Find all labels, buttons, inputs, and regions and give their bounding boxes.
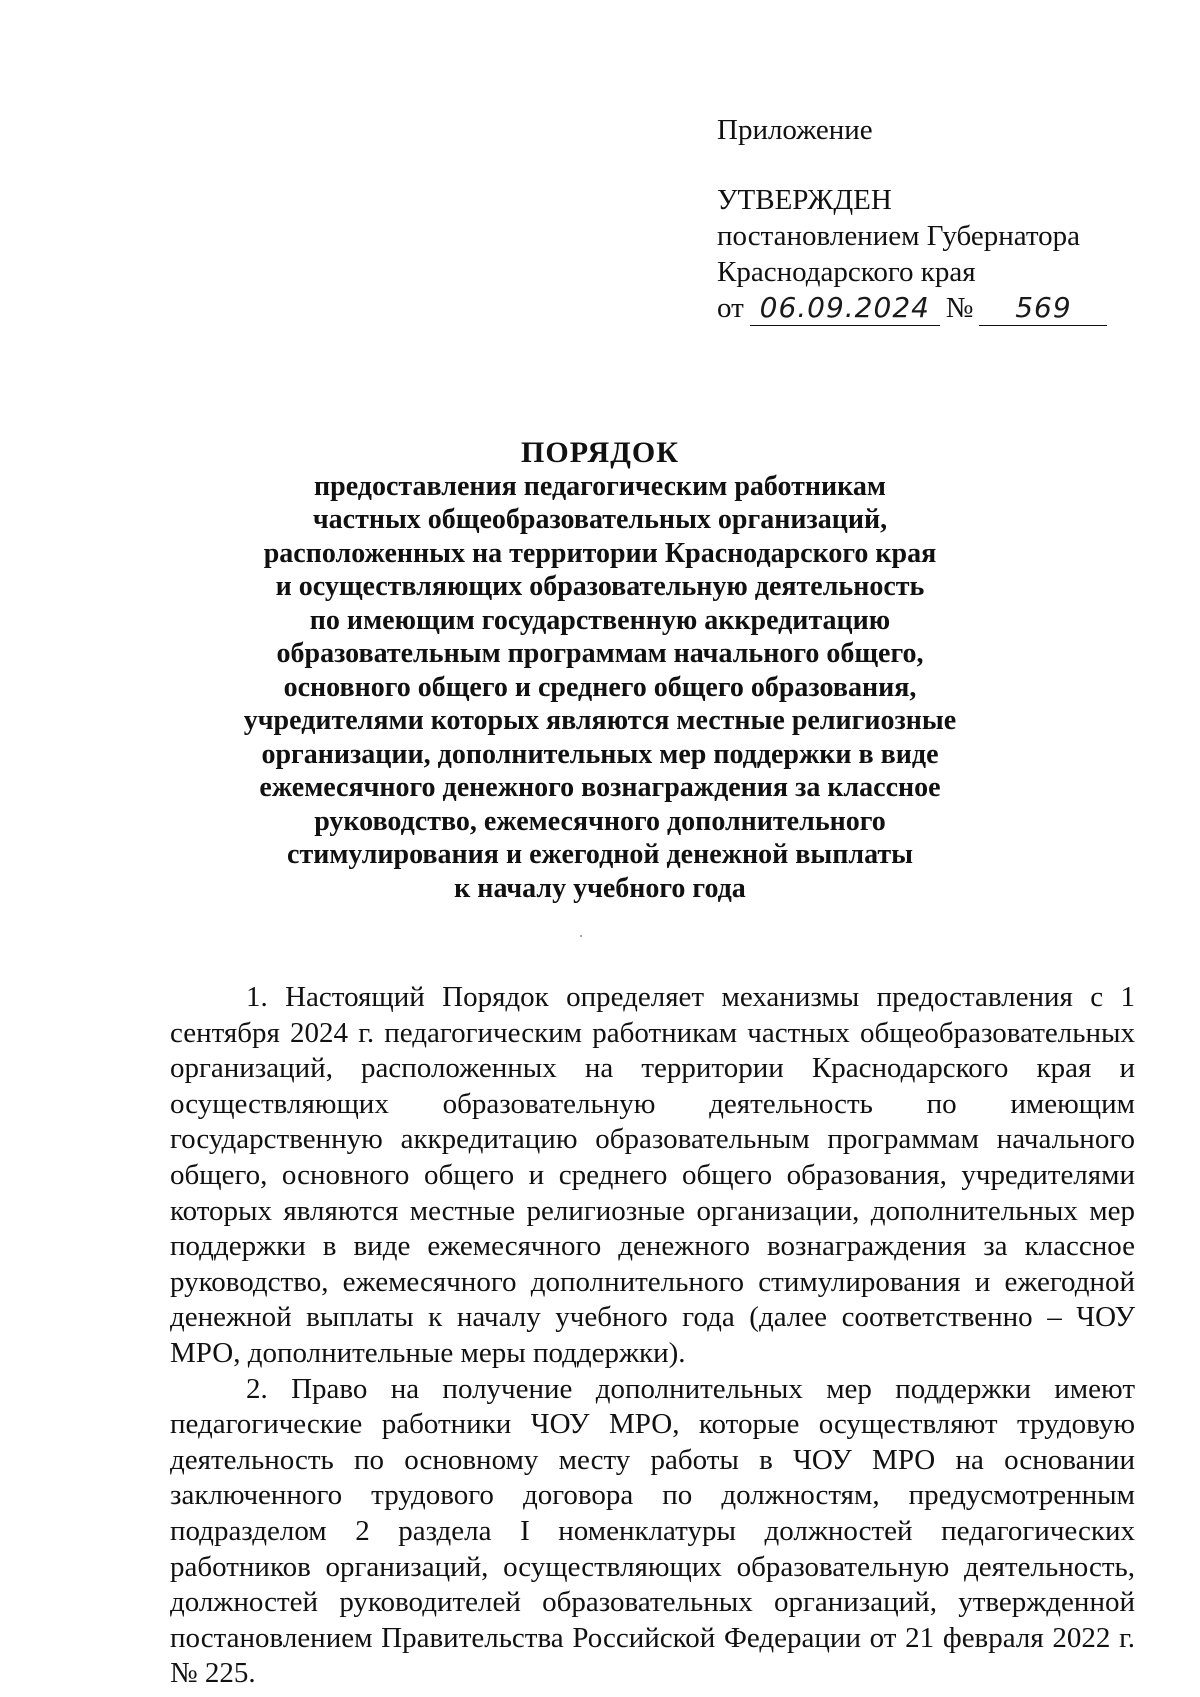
subtitle-line: и осуществляющих образовательную деятельность: [275, 571, 925, 602]
subtitle-line: организации, дополнительных мер поддержки в виде: [261, 738, 939, 770]
subtitle-line: по имеющим государственную аккредитацию: [309, 604, 891, 636]
date-prefix: от: [717, 292, 744, 324]
subtitle-line: основного общего и среднего общего образования,: [283, 671, 917, 703]
number-sign: №: [945, 292, 974, 324]
handwritten-date: 06.09.2024: [750, 291, 940, 326]
subtitle-line: руководство, ежемесячного дополнительного: [314, 805, 886, 837]
subtitle-line: расположенных на территории Краснодарского края: [263, 537, 937, 569]
paragraph-1: 1. Настоящий Порядок определяет механизмы предоставления с 1 сентября 2024 г. педагогическим работникам частных общеобразовательных организаций, расположенных на территории Краснодарского края и осуществляющих образовательную деятельность по имеющим государственную аккредитацию образовательным программам начального общего, основного общего и среднего общего образования, учредителями которых являются местные религиозные организации, дополнительных мер поддержки в виде ежемесячного денежного вознаграждения за классное руководство, ежемесячного дополнительного стимулирования и ежегодной денежной выплаты к началу учебного года (далее соответственно – ЧОУ МРО, дополнительные меры поддержки).: [170, 981, 1135, 1369]
date-number-row: [717, 290, 1157, 326]
scan-speck: [580, 935, 582, 937]
subtitle-line: предоставления педагогическим работникам: [314, 470, 886, 502]
subtitle-line: образовательным программам начального общего,: [276, 638, 924, 669]
document-body: [170, 980, 1135, 1692]
approved-by-line-2: Краснодарского края: [717, 256, 976, 288]
subtitle-line: частных общеобразовательных организаций,: [312, 504, 888, 535]
subtitle-line: ежемесячного денежного вознаграждения за классное: [259, 772, 941, 803]
document-title-block: [170, 436, 1030, 905]
subtitle-line: учредителями которых являются местные религиозные: [243, 705, 957, 736]
subtitle-line: к началу учебного года: [454, 872, 746, 904]
approval-block: [717, 112, 1157, 326]
approved-by-line-1: постановлением Губернатора: [717, 220, 1081, 252]
paragraph-2: 2. Право на получение дополнительных мер поддержки имеют педагогические работники ЧОУ МРО, которые осуществляют трудовую деятельность по основному месту работы в ЧОУ МРО на основании заключенного трудового договора по должностям, предусмотренным подразделом 2 раздела I номенклатуры должностей педагогических работников организаций, осуществляющих образовательную деятельность, должностей руководителей образовательных организаций, утвержденной постановлением Правительства Российской Федерации от 21 февраля 2022 г. № 225.: [170, 1372, 1135, 1690]
appendix-label: Приложение: [717, 114, 873, 146]
document-title: ПОРЯДОК: [521, 436, 679, 469]
approved-label: УТВЕРЖДЕН: [717, 184, 892, 216]
subtitle-line: стимулирования и ежегодной денежной выплаты: [287, 839, 913, 870]
handwritten-number: 569: [979, 291, 1107, 326]
